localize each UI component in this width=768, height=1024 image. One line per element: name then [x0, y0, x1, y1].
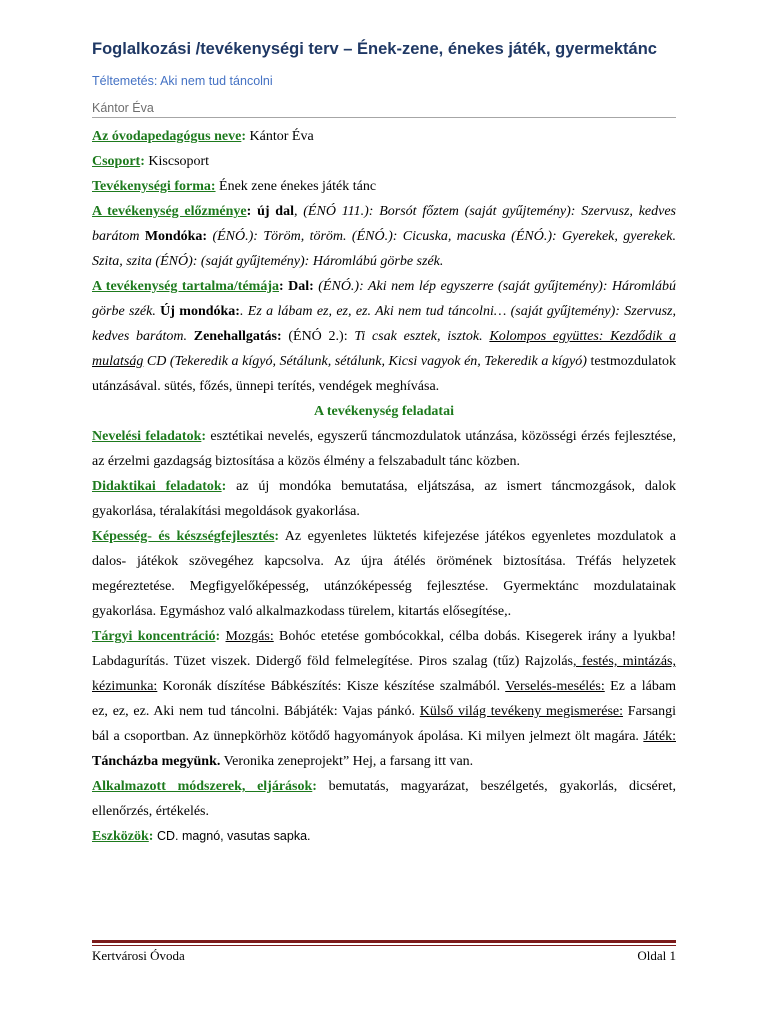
label-methods: Alkalmazott módszerek, eljárások — [92, 779, 313, 794]
label-activity-form: Tevékenységi forma: — [92, 179, 216, 194]
paragraph-tools: Eszközök: CD. magnó, vasutas sapka. — [92, 829, 311, 844]
paragraph-teacher-name: Az óvodapedagógus neve: Kántor Éva — [92, 129, 314, 144]
document-header — [92, 40, 676, 118]
paragraph-content: A tevékenység tartalma/témája: Dal: (ÉNÓ.): Aki nem lép egyszerre (saját gyűjtemény): Háromlábú görbe szék. Új mondóka:. Ez a lábam ez, ez, ez. Aki nem tud táncolni… (saját gyűjtemény): Szervusz, kedves barátom. Zenehallgatás: (ÉNÓ 2.): Ti csak esztek, isztok. Kolompos együttes: Kezdődik a mulatság CD (Tekeredik a kígyó, Sétálunk, sétálunk, Kicsi vagyok én, Tekeredik a kígyó) testmozdulatok utánzásával. sütés, főzés, ünnepi terítés, vendégek meghívása. — [92, 279, 676, 394]
paragraph-educational-tasks: Nevelési feladatok: esztétikai nevelés, egyszerű táncmozdulatok utánzása, közösségi érzés fejlesztése, az érzelmi gazdagság biztosítása a közös élmény a felszabadult tánc közben. — [92, 429, 676, 469]
document-title: Foglalkozási /tevékenységi terv – Ének-zene, énekes játék, gyermektánc — [92, 40, 657, 58]
paragraph-group: Csoport: Kiscsoport — [92, 154, 210, 169]
paragraph-methods: Alkalmazott módszerek, eljárások: bemutatás, magyarázat, beszélgetés, gyakorlás, dicséret, ellenőrzés, értékelés. — [92, 779, 676, 819]
label-subject-concentration: Tárgyi koncentráció — [92, 629, 216, 644]
document-author: Kántor Éva — [92, 101, 676, 118]
label-tools: Eszközök — [92, 829, 149, 844]
footer-page-number: Oldal 1 — [637, 948, 676, 963]
label-group: Csoport — [92, 154, 141, 169]
label-content: A tevékenység tartalma/témája — [92, 279, 279, 294]
paragraph-skill-development: Képesség- és készségfejlesztés: Az egyenletes lüktetés kifejezése játékos egyenletes mozdulatok a dalos- játékok szövegéhez kapcsolva. Az újra átélés örömének biztosítása. Tréfás helyzetek megéreztetése. Megfigyelőképesség, utánzóképesség fejlesztése. Gyermektánc mozdulatainak gyakorlása. Egymáshoz való alkalmazkodass türelem, kitartás elősegítése,. — [92, 529, 676, 619]
label-skill-development: Képesség- és készségfejlesztés — [92, 529, 275, 544]
label-antecedent: A tevékenység előzménye — [92, 204, 247, 219]
document-subtitle: Téltemetés: Aki nem tud táncolni — [92, 74, 273, 88]
section-title: A tevékenység feladatai — [314, 404, 454, 419]
paragraph-antecedent: A tevékenység előzménye: új dal, (ÉNÓ 111.): Borsót főztem (saját gyűjtemény): Szervusz, kedves barátom Mondóka: (ÉNÓ.): Töröm, töröm. (ÉNÓ.): Cicuska, macuska (ÉNÓ.): Gyerekek, gyerekek. Szita, szita (ÉNÓ): (saját gyűjtemény): Háromlábú görbe szék. — [92, 204, 676, 269]
footer-institution: Kertvárosi Óvoda — [92, 948, 185, 963]
page-footer — [92, 948, 676, 964]
document-body — [92, 124, 676, 849]
paragraph-didactic-tasks: Didaktikai feladatok: az új mondóka bemutatása, eljátszása, az ismert táncmozgások, dalok gyakorlása, téralakítási megoldások gyakorlása. — [92, 479, 676, 519]
footer-divider — [92, 940, 676, 946]
label-teacher-name: Az óvodapedagógus neve — [92, 129, 242, 144]
paragraph-subject-concentration: Tárgyi koncentráció: Mozgás: Bohóc etetése gombócokkal, célba dobás. Kisegerek irány a lyukba! Labdagurítás. Tüzet viszek. Didergő föld felmelegítése. Piros szalag (tűz) Rajzolás, festés, mintázás, kézimunka: Koronák díszítése Bábkészítés: Kisze készítése szalmából. Verselés-mesélés: Ez a lábam ez, ez, ez. Aki nem tud táncolni. Bábjáték: Vajas pánkó. Külső világ tevékeny megismerése: Farsangi bál a csoportban. Az ünnepkörhöz kötődő hagyományok ápolása. Ki milyen jelmezt ölt magára. Játék: Táncházba megyünk. Veronika zeneprojekt” Hej, a farsang itt van. — [92, 629, 677, 769]
label-didactic-tasks: Didaktikai feladatok — [92, 479, 222, 494]
label-educational-tasks: Nevelési feladatok — [92, 429, 202, 444]
paragraph-activity-form: Tevékenységi forma: Ének zene énekes játék tánc — [92, 179, 377, 194]
